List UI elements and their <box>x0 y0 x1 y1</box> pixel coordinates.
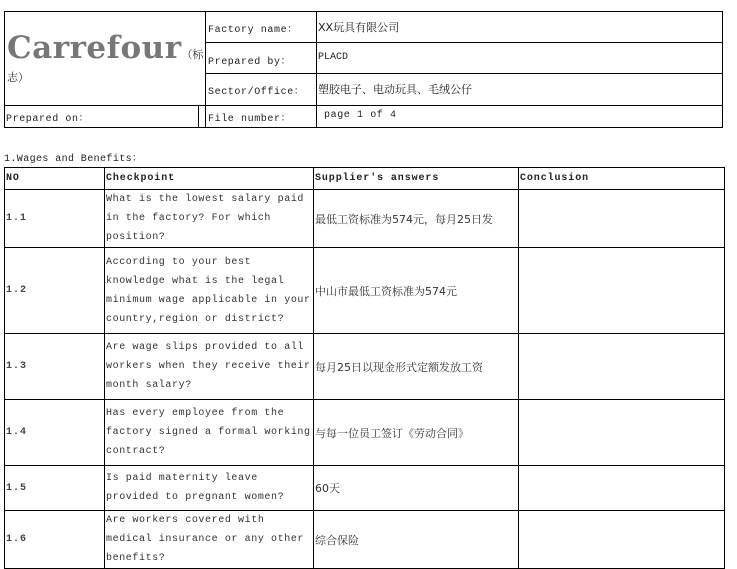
row-no: 1.5 <box>5 466 105 511</box>
row-answer: 每月25日以现金形式定额发放工资 <box>314 334 519 400</box>
table-row <box>5 334 725 400</box>
col-header-conclusion: Conclusion <box>519 168 725 190</box>
section-title: 1.Wages and Benefits： <box>4 154 143 165</box>
row-no: 1.2 <box>5 248 105 334</box>
header-divider <box>205 73 722 74</box>
row-answer: 60天 <box>314 466 519 511</box>
header-divider <box>198 105 199 127</box>
table-row <box>5 248 725 334</box>
row-checkpoint: According to your best knowledge what is the legal minimum wage applicable in your country,region or district? <box>105 248 314 334</box>
row-conclusion[interactable] <box>519 466 725 511</box>
row-answer: 最低工资标准为574元，每月25日发 <box>314 190 519 248</box>
file-number-value: page 1 of 4 <box>324 110 397 121</box>
table-row <box>5 400 725 466</box>
prepared-on-label: Prepared on： <box>6 114 90 125</box>
row-conclusion[interactable] <box>519 248 725 334</box>
row-checkpoint: Are workers covered with medical insurance or any other benefits? <box>105 511 314 569</box>
carrefour-logo: Carrefour <box>7 30 182 66</box>
prepared-by-label: Prepared by： <box>208 57 292 68</box>
factory-name-label: Factory name： <box>208 25 298 36</box>
col-header-checkpoint: Checkpoint <box>105 168 314 190</box>
row-no: 1.6 <box>5 511 105 569</box>
row-conclusion[interactable] <box>519 334 725 400</box>
row-no: 1.1 <box>5 190 105 248</box>
factory-name-value: XX玩具有限公司 <box>318 21 400 34</box>
row-no: 1.3 <box>5 334 105 400</box>
row-answer: 中山市最低工资标准为574元 <box>314 248 519 334</box>
header-divider <box>316 12 317 127</box>
row-no: 1.4 <box>5 400 105 466</box>
row-checkpoint: What is the lowest salary paid in the factory? For which position? <box>105 190 314 248</box>
logo-note-cont: 志） <box>7 71 29 84</box>
table-row <box>5 511 725 569</box>
header-divider <box>205 42 722 43</box>
logo-note: （标 <box>181 48 204 61</box>
row-answer: 综合保险 <box>314 511 519 569</box>
sector-value: 塑胶电子、电动玩具、毛绒公仔 <box>318 83 472 96</box>
row-checkpoint: Are wage slips provided to all workers when they receive their month salary? <box>105 334 314 400</box>
col-header-answers: Supplier's answers <box>314 168 519 190</box>
header-divider <box>5 105 722 106</box>
row-conclusion[interactable] <box>519 190 725 248</box>
sector-label: Sector/Office： <box>208 87 305 98</box>
logo-block <box>7 30 207 85</box>
table-row <box>5 190 725 248</box>
col-header-no: NO <box>5 168 105 190</box>
file-number-label: File number： <box>208 114 292 125</box>
row-checkpoint: Has every employee from the factory signed a formal working contract? <box>105 400 314 466</box>
prepared-by-value: PLACD <box>318 52 349 63</box>
row-answer: 与每一位员工签订《劳动合同》 <box>314 400 519 466</box>
header-table <box>4 11 723 128</box>
table-header-row <box>5 168 725 190</box>
table-row <box>5 466 725 511</box>
row-conclusion[interactable] <box>519 511 725 569</box>
row-conclusion[interactable] <box>519 400 725 466</box>
row-checkpoint: Is paid maternity leave provided to pregnant women? <box>105 466 314 511</box>
checkpoint-table <box>4 167 725 569</box>
